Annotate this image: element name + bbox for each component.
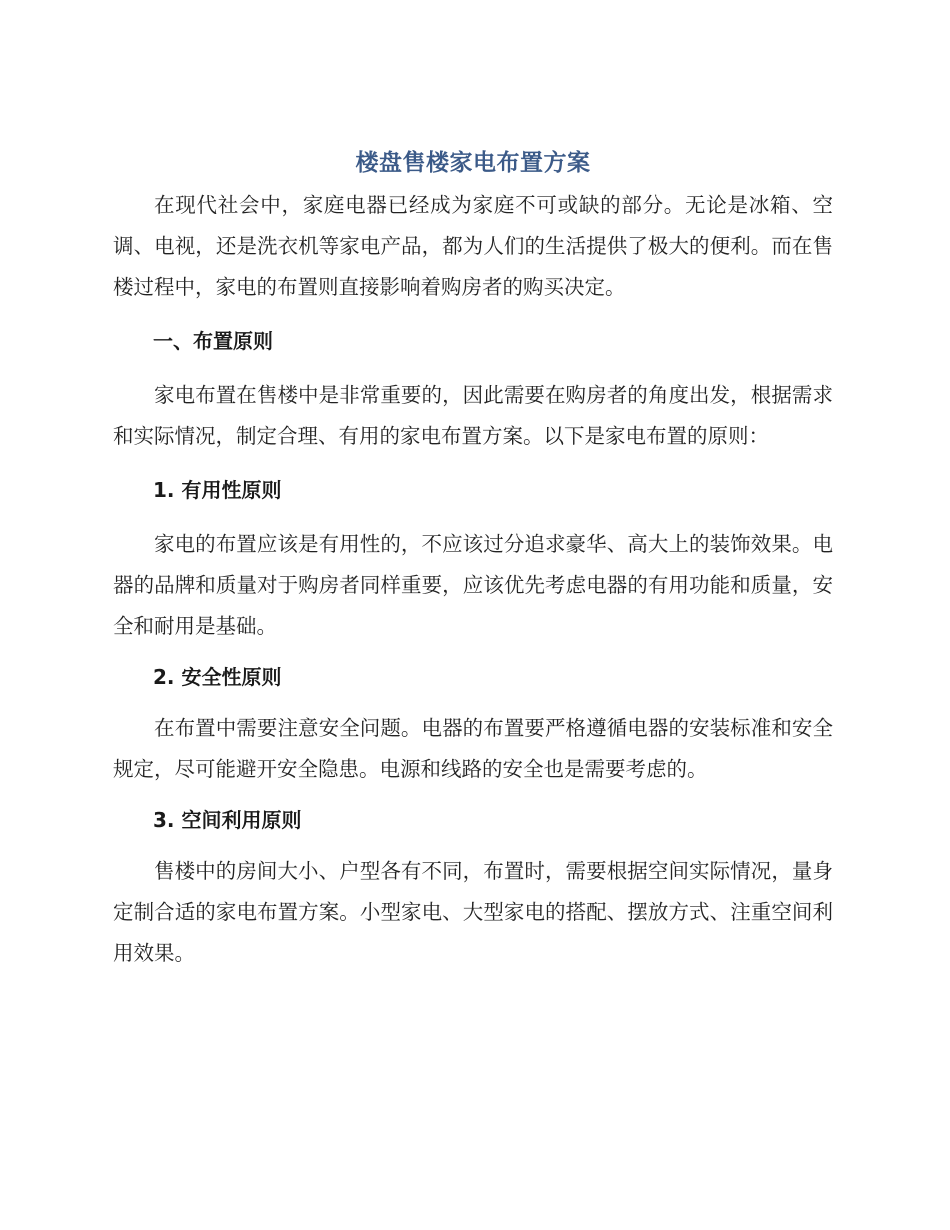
document-content	[113, 145, 833, 974]
principle-body-safety: 在布置中需要注意安全问题。电器的布置要严格遵循电器的安装标准和安全规定，尽可能避开安全隐患。电源和线路的安全也是需要考虑的。	[113, 716, 833, 781]
principle-body-space: 售楼中的房间大小、户型各有不同，布置时，需要根据空间实际情况，量身定制合适的家电布置方案。小型家电、大型家电的搭配、摆放方式、注重空间利用效果。	[113, 859, 833, 965]
spacer	[113, 698, 833, 708]
spacer	[113, 790, 833, 800]
spacer	[113, 841, 833, 851]
principle-heading-space: 3. 空间利用原则	[153, 808, 302, 832]
principle-heading-usefulness: 1. 有用性原则	[153, 478, 282, 502]
section-heading-principles: 一、布置原则	[153, 329, 273, 353]
spacer	[113, 511, 833, 524]
spacer	[113, 647, 833, 657]
document-title: 楼盘售楼家电布置方案	[355, 150, 591, 176]
section-body-principles: 家电布置在售楼中是非常重要的，因此需要在购房者的角度出发，根据需求和实际情况，制定合理、有用的家电布置方案。以下是家电布置的原则：	[113, 383, 833, 448]
principle-body-usefulness: 家电的布置应该是有用性的，不应该过分追求豪华、高大上的装饰效果。电器的品牌和质量对于购房者同样重要，应该优先考虑电器的有用功能和质量，安全和耐用是基础。	[113, 532, 833, 638]
principle-heading-safety: 2. 安全性原则	[153, 665, 282, 689]
spacer	[113, 362, 833, 375]
spacer	[113, 457, 833, 470]
intro-paragraph: 在现代社会中，家庭电器已经成为家庭不可或缺的部分。无论是冰箱、空调、电视，还是洗衣机等家电产品，都为人们的生活提供了极大的便利。而在售楼过程中，家电的布置则直接影响着购房者的购买决定。	[113, 193, 833, 299]
spacer	[113, 308, 833, 321]
